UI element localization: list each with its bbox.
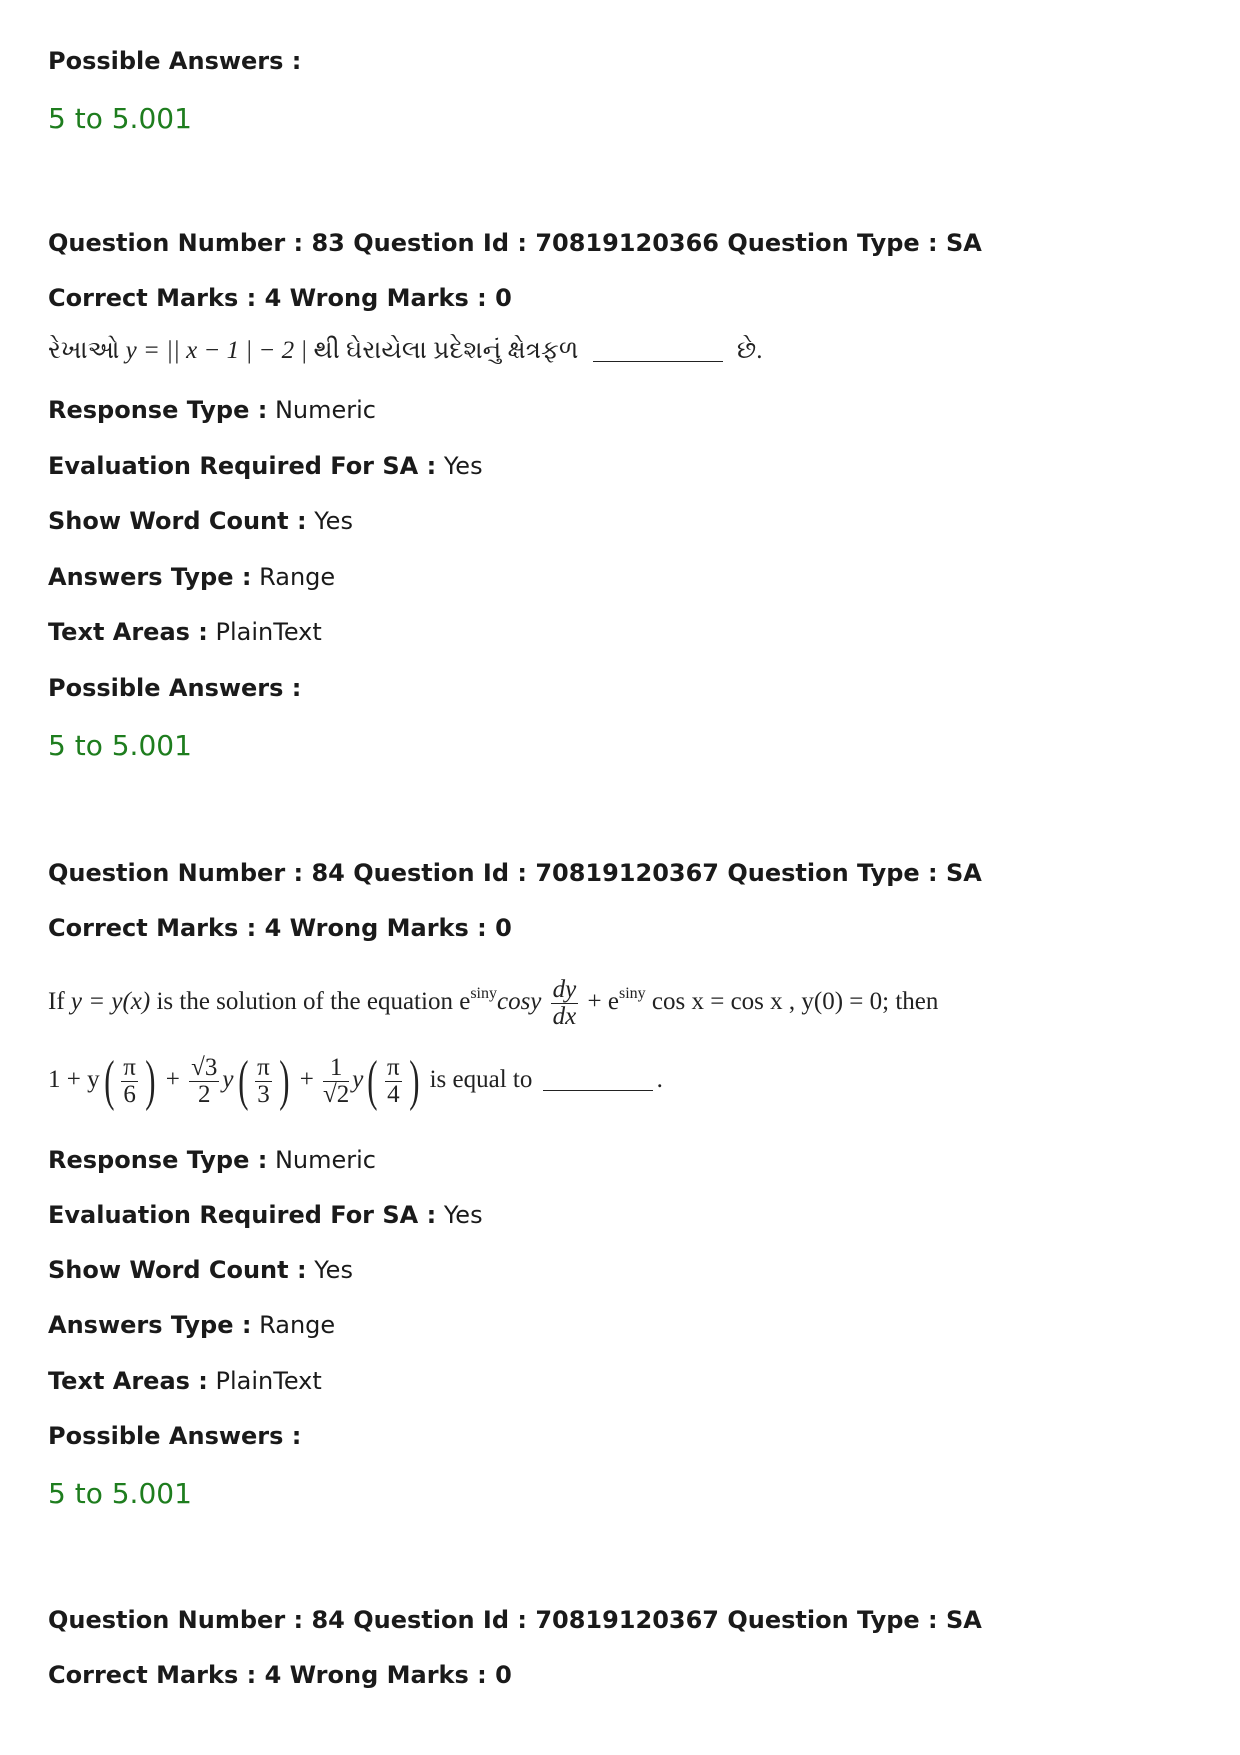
show-word-count-row: [48, 1255, 353, 1285]
equation: y: [352, 1066, 364, 1093]
equation: (: [103, 1050, 115, 1113]
question-text-part: .: [656, 1066, 663, 1093]
text-areas-label: Text Areas :: [48, 618, 208, 646]
answers-type-label: Answers Type :: [48, 1311, 252, 1339]
question-header: Question Number : 84 Question Id : 70819120367 Question Type : SA: [48, 1606, 982, 1634]
answers-type-value: Range: [259, 563, 336, 591]
fraction-numerator: π: [257, 1053, 270, 1081]
marks-line: Correct Marks : 4 Wrong Marks : 0: [48, 1661, 512, 1689]
evaluation-required-label: Evaluation Required For SA :: [48, 1201, 437, 1229]
equation: ): [278, 1050, 290, 1113]
equation: y = || x − 1 | − 2 |: [125, 337, 308, 364]
show-word-count-label: Show Word Count :: [48, 1256, 307, 1284]
question-header: Question Number : 83 Question Id : 70819120366 Question Type : SA: [48, 229, 982, 257]
equation: y(0) = 0; then: [801, 988, 939, 1015]
equation: cos x = cos x ,: [651, 988, 796, 1015]
text-areas-value: PlainText: [215, 1367, 322, 1395]
answer-blank: [593, 361, 723, 362]
answers-type-label: Answers Type :: [48, 563, 252, 591]
equation: +: [165, 1066, 180, 1093]
possible-answers-label: Possible Answers :: [48, 47, 302, 75]
possible-answers-label: Possible Answers :: [48, 1422, 302, 1450]
evaluation-required-label: Evaluation Required For SA :: [48, 452, 437, 480]
fraction: [255, 1055, 272, 1108]
fraction-numerator: dy: [552, 975, 577, 1003]
fraction: [121, 1055, 138, 1108]
equation: ): [145, 1050, 156, 1113]
possible-answers-value: 5 to 5.001: [48, 102, 192, 135]
evaluation-required-value: Yes: [443, 452, 483, 480]
equation: ): [408, 1050, 420, 1113]
show-word-count-value: Yes: [314, 1256, 353, 1284]
answers-type-row: [48, 562, 335, 592]
marks-line: Correct Marks : 4 Wrong Marks : 0: [48, 284, 512, 312]
question-text-line-1: [48, 964, 938, 1032]
equation: y = y(x): [70, 988, 151, 1015]
fraction-denominator: √2: [323, 1080, 350, 1108]
question-text-part: is the solution of the equation: [156, 988, 453, 1015]
response-type-row: [48, 395, 376, 425]
response-type-value: Numeric: [274, 396, 376, 424]
evaluation-required-row: [48, 451, 483, 481]
fraction-denominator: 4: [387, 1080, 400, 1108]
fraction-denominator: 2: [198, 1080, 211, 1108]
equation: + e: [587, 988, 619, 1015]
equation: siny: [618, 985, 646, 1002]
fraction-numerator: π: [387, 1053, 400, 1081]
response-type-row: [48, 1145, 376, 1175]
equation: (: [237, 1050, 248, 1113]
possible-answers-value: 5 to 5.001: [48, 729, 192, 762]
equation: y: [222, 1066, 234, 1093]
answer-blank: [543, 1090, 653, 1091]
equation: siny: [470, 985, 497, 1002]
fraction-denominator: 6: [123, 1080, 136, 1108]
question-header: Question Number : 84 Question Id : 70819120367 Question Type : SA: [48, 859, 982, 887]
fraction: [323, 1055, 349, 1108]
text-areas-row: [48, 1366, 322, 1396]
answers-type-value: Range: [259, 1311, 336, 1339]
answers-type-row: [48, 1310, 335, 1340]
question-text-part: is equal to: [429, 1066, 533, 1093]
equation: cosy: [496, 988, 542, 1015]
response-type-label: Response Type :: [48, 1146, 268, 1174]
text-areas-row: [48, 617, 322, 647]
show-word-count-value: Yes: [314, 507, 353, 535]
possible-answers-label: Possible Answers :: [48, 674, 302, 702]
possible-answers-value: 5 to 5.001: [48, 1477, 192, 1510]
question-text: [48, 336, 762, 366]
response-type-value: Numeric: [274, 1146, 376, 1174]
text-areas-value: PlainText: [215, 618, 322, 646]
fraction-numerator: 1: [323, 1055, 349, 1082]
fraction: [385, 1055, 402, 1108]
fraction-numerator: √3: [191, 1053, 218, 1081]
text-areas-label: Text Areas :: [48, 1367, 208, 1395]
fraction-denominator: 3: [257, 1080, 270, 1108]
fraction: [551, 977, 579, 1030]
question-text-part: If: [48, 988, 65, 1015]
question-text-part: થી ઘેરાયેલા પ્રદેશનું ક્ષેત્રફળ: [313, 337, 579, 364]
show-word-count-label: Show Word Count :: [48, 507, 307, 535]
question-text-part: છે.: [736, 337, 763, 364]
equation: (: [367, 1050, 378, 1113]
fraction-numerator: π: [123, 1053, 136, 1081]
question-text-part: રેખાઓ: [48, 337, 120, 364]
equation: e: [459, 988, 471, 1015]
equation: +: [299, 1066, 314, 1093]
evaluation-required-row: [48, 1200, 483, 1230]
equation: 1 + y: [48, 1066, 100, 1093]
question-text-line-2: [48, 1048, 663, 1112]
marks-line: Correct Marks : 4 Wrong Marks : 0: [48, 914, 512, 942]
evaluation-required-value: Yes: [443, 1201, 483, 1229]
response-type-label: Response Type :: [48, 396, 268, 424]
fraction: [189, 1055, 219, 1108]
show-word-count-row: [48, 506, 353, 536]
fraction-denominator: dx: [552, 1002, 577, 1030]
